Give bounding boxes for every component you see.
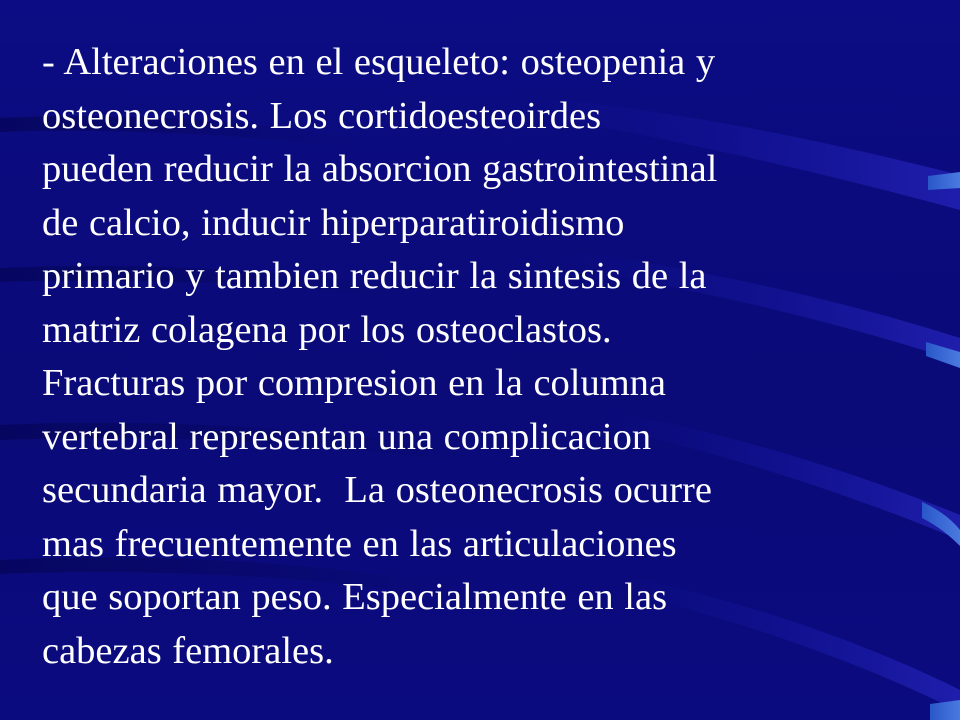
text-line [42, 36, 922, 90]
text-line: vertebral representan una complicacion [42, 415, 652, 458]
text-line: pueden reducir la absorcion gastrointestinal [42, 148, 718, 190]
text-line: de calcio, inducir hiperparatiroidismo [42, 201, 625, 244]
bullet-paragraph [42, 36, 922, 678]
slide-body [42, 36, 922, 678]
text-line: primario y tambien reducir la sintesis de la [42, 255, 707, 297]
text-line: Fracturas por compresion en la columna [42, 362, 667, 404]
text-line: matriz colagena por los osteoclastos. [42, 308, 612, 351]
text-line: que soportan peso. Especialmente en las [42, 576, 668, 618]
accent-bar [930, 700, 960, 720]
bullet-marker: - [42, 41, 55, 83]
text-line-content: Alteraciones en el esqueleto: osteopenia y [63, 41, 716, 83]
text-line: secundaria mayor. La osteonecrosis ocurre [42, 469, 712, 511]
text-line: osteonecrosis. Los cortidoesteoirdes [42, 94, 602, 137]
text-line: cabezas femorales. [42, 629, 334, 672]
text-line: mas frecuentemente en las articulaciones [42, 522, 677, 565]
